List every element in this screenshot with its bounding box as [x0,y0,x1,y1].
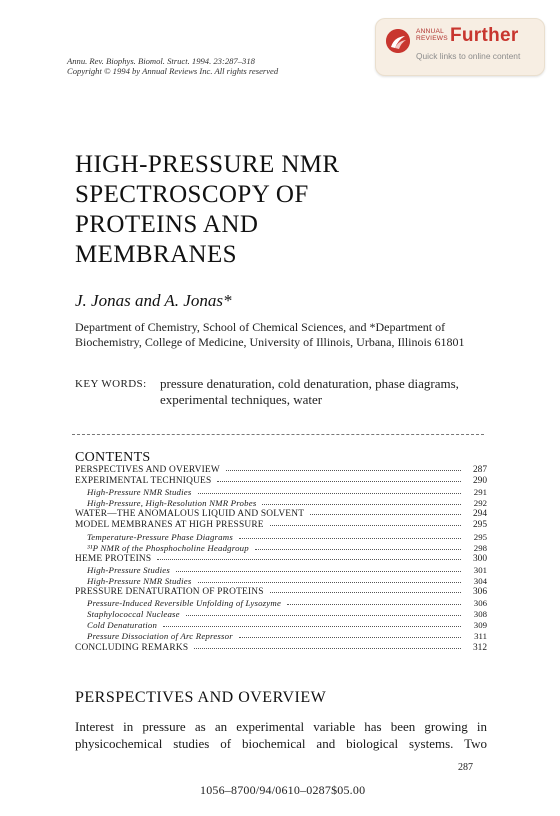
toc-entry [75,476,487,487]
badge-annual-text: ANNUAL [416,28,444,35]
toc-entry-label: PERSPECTIVES AND OVERVIEW [75,465,220,475]
authors: J. Jonas and A. Jonas* [75,291,232,310]
toc-entry [75,465,487,476]
toc-entry [75,631,487,642]
toc-leader-dots [194,647,461,649]
toc-leader-dots [310,513,461,515]
toc-entry-label: Staphylococcal Nuclease [87,609,180,620]
toc-entry-page: 292 [473,498,487,509]
toc-entry-label: CONCLUDING REMARKS [75,642,189,653]
toc-entry [75,543,487,554]
toc-leader-dots [270,591,461,593]
page-number: 287 [458,762,473,773]
toc-entry-page: 306 [472,587,487,598]
annual-reviews-logo-icon [386,29,410,53]
toc-entry-label: Cold Denaturation [87,620,158,631]
toc-entry-label: Temperature-Pressure Phase Diagrams [87,531,233,542]
toc-entry [75,554,487,565]
toc-leader-dots [198,492,461,494]
body-paragraph [75,718,487,752]
article-code: 1056–8700/94/0610–0287$05.00 [200,783,366,797]
title-line: SPECTROSCOPY OF [75,181,309,208]
annual-reviews-further-badge[interactable] [375,18,545,76]
toc-entry-page: 301 [473,564,487,575]
toc-entry [75,587,487,598]
toc-entry-label: EXPERIMENTAL TECHNIQUES [75,476,212,487]
toc-entry-label: Pressure-Induced Reversible Unfolding of Lysozyme [87,598,282,609]
toc-leader-dots [287,603,461,605]
article-title [75,150,495,270]
contents-heading: CONTENTS [75,450,151,465]
toc-entry [75,609,487,620]
toc-leader-dots [239,537,461,539]
section-divider [72,434,484,435]
toc-leader-dots [226,469,461,471]
toc-entry-label: WATER—THE ANOMALOUS LIQUID AND SOLVENT [75,509,305,520]
toc-leader-dots [176,570,461,572]
toc-entry-label: High-Pressure, High-Resolution NMR Probes [87,498,257,509]
body-line: physicochemical studies of biochemical and biological systems. Two [75,736,487,751]
toc-entry-label: ³¹P NMR of the Phosphocholine Headgroup [87,542,249,553]
toc-entry-label: High-Pressure NMR Studies [87,575,192,586]
body-line: Interest in pressure as an experimental variable has been growing in [75,719,487,734]
toc-leader-dots [186,614,461,616]
toc-entry [75,509,487,520]
citation-line: Annu. Rev. Biophys. Biomol. Struct. 1994. 23:287–318 [67,56,255,66]
toc-entry [75,620,487,631]
badge-reviews-text: REVIEWS [416,35,448,43]
toc-entry [75,576,487,587]
toc-leader-dots [157,558,461,560]
toc-leader-dots [163,625,461,627]
toc-entry-page: 304 [473,575,487,586]
toc-leader-dots [262,503,461,505]
toc-entry [75,498,487,509]
table-of-contents [75,465,487,654]
toc-entry-page: 306 [473,598,487,609]
copyright-line: Copyright © 1994 by Annual Reviews Inc. All rights reserved [67,66,279,76]
toc-leader-dots [198,581,461,583]
badge-subtitle: Quick links to online content [416,51,521,61]
toc-entry-label: High-Pressure Studies [87,564,170,575]
badge-annual-reviews-label [416,28,448,42]
toc-entry-label: MODEL MEMBRANES AT HIGH PRESSURE [75,520,264,531]
toc-leader-dots [239,636,461,638]
toc-entry-label: High-Pressure NMR Studies [87,487,192,498]
toc-leader-dots [270,524,461,526]
toc-entry-page: 287 [472,465,487,475]
affiliation: Department of Chemistry, School of Chemical Sciences, and *Department of Biochemistry, College of Medicine, University of Illinois, Urbana, Illinois 61801 [75,320,465,349]
toc-leader-dots [217,480,461,482]
toc-entry [75,643,487,654]
toc-entry [75,532,487,543]
toc-entry-label: PRESSURE DENATURATION OF PROTEINS [75,587,264,598]
toc-entry-page: 290 [472,476,487,487]
toc-entry [75,520,487,531]
toc-entry-page: 295 [473,531,487,542]
keywords-text: pressure denaturation, cold denaturation, phase diagrams, experimental techniques, water [160,376,459,407]
badge-further-label: Further [450,25,519,46]
section-heading: PERSPECTIVES AND OVERVIEW [75,689,327,706]
toc-entry-page: 308 [473,609,487,620]
toc-entry-page: 309 [473,620,487,631]
toc-entry [75,487,487,498]
toc-leader-dots [255,548,461,550]
toc-entry-page: 291 [473,487,487,498]
toc-entry-page: 312 [472,642,487,653]
toc-entry-page: 300 [472,553,487,564]
toc-entry-page: 295 [472,520,487,531]
title-line: MEMBRANES [75,241,237,268]
keywords-label: KEY WORDS: [75,378,147,390]
toc-entry-page: 298 [473,542,487,553]
toc-entry-page: 311 [474,631,487,642]
title-line: HIGH-PRESSURE NMR [75,151,340,178]
toc-entry-label: HEME PROTEINS [75,553,152,564]
title-line: PROTEINS AND [75,211,259,238]
toc-entry-label: Pressure Dissociation of Arc Repressor [87,631,233,642]
toc-entry [75,598,487,609]
toc-entry [75,565,487,576]
toc-entry-page: 294 [472,509,487,520]
